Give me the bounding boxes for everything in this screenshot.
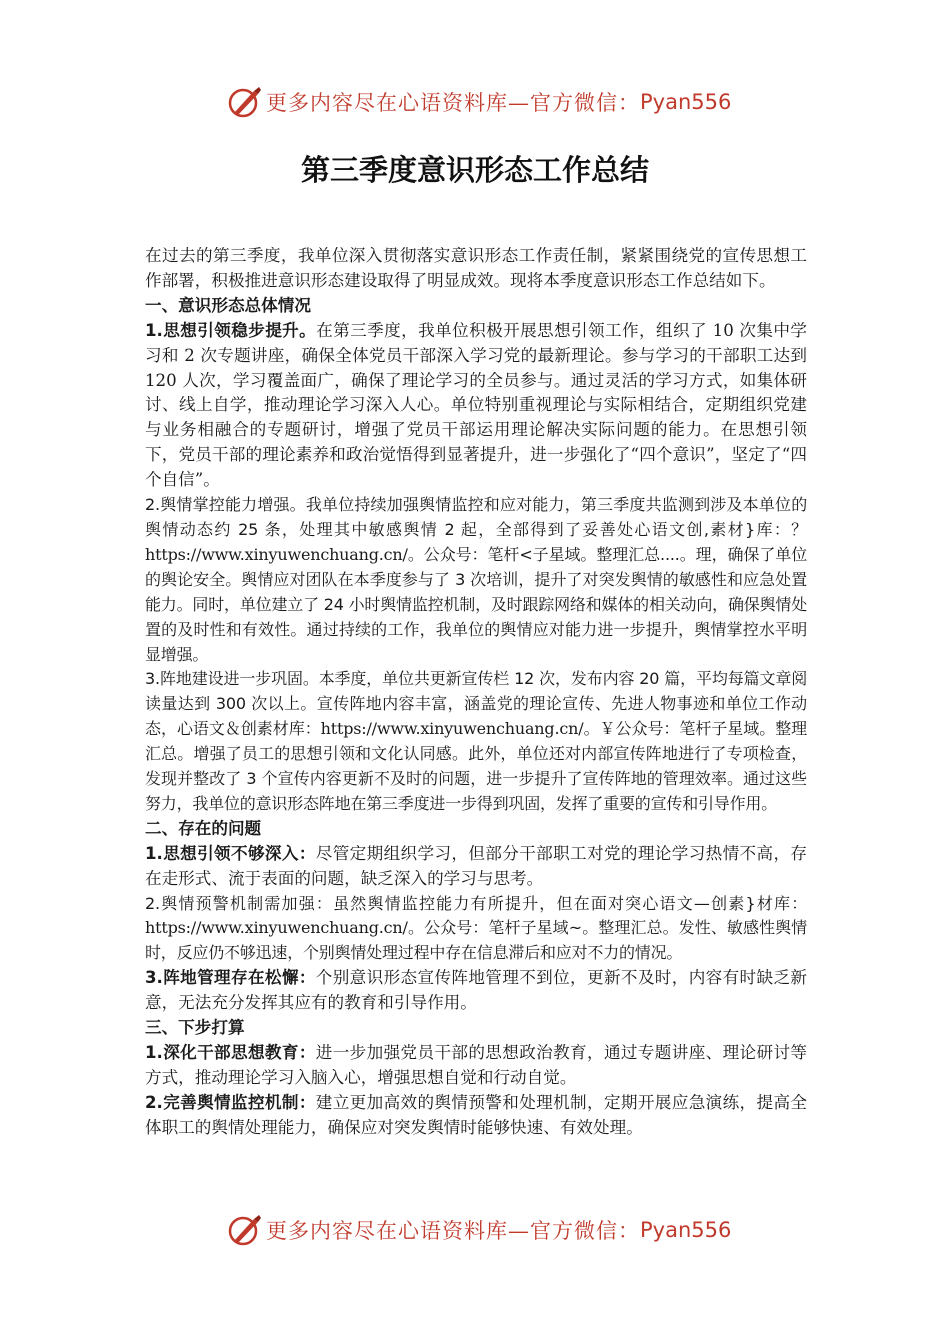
paragraph-text: 3.阵地建设进一步巩固。本季度，单位共更新宣传栏 12 次，发布内容 20 篇，平均每篇文章阅读量达到 300 次以上。宣传阵地内容丰富，涵盖党的理论宣传、先进人物事迹和单位工作动态，心语文＆创素材库：	[145, 669, 807, 739]
paragraph-text: 2.舆情掌控能力增强。我单位持续加强舆情监控和应对能力，第三季度共监测到涉及本单位的舆情动态约 25 条，处理其中敏感舆情 2 起，全部得到了妥善处心语文创,素材}库：？	[145, 495, 807, 539]
paragraph-text: 尽管定期组织学习，但部分干部职工对党的理论学习热情不高，存在走形式、流于表面的问题，缺乏深入的学习与思考。	[145, 843, 808, 888]
paragraph-lead: 1.思想引领不够深入：	[145, 843, 316, 863]
paragraph-text: 建立更加高效的舆情预警和处理机制，定期开展应急演练，提高全体职工的舆情处理能力，确保应对突发舆情时能够快速、有效处理。	[145, 1092, 808, 1137]
paragraph-text: 。￥公众号：笔杆子星域。整理汇总。增强了员工的思想引领和文化认同感。此外，单位还对内部宣传阵地进行了专项检查，发现并整改了 3 个宣传内容更新不及时的问题，进一步提升了宣传阵地的管理效率。通过这些努力，我单位的意识形态阵地在第三季度进一步得到巩固，发挥了重要的宣传和引导作用。	[145, 719, 807, 813]
paragraph-lead: 3.阵地管理存在松懈：	[145, 968, 316, 988]
banner-wechat-id: Pyan556	[640, 90, 732, 114]
paragraph-lead: 2.完善舆情监控机制：	[145, 1092, 316, 1112]
paragraph-problem-guidance	[145, 842, 807, 892]
footer-banner	[228, 1210, 748, 1250]
page-title: 第三季度意识形态工作总结	[300, 153, 649, 187]
paragraph-next-monitoring	[145, 1091, 807, 1141]
paragraph-text: 。公众号：笔杆子星域~。整理汇总。发性、敏感性舆情时，反应仍不够迅速，个别舆情处理过程中存在信息滞后和应对不力的情况。	[145, 918, 807, 963]
paragraph-lead: 1.深化干部思想教育：	[145, 1043, 316, 1062]
website-link[interactable]: https://www.xinyuwenchuang.cn/	[145, 544, 408, 564]
website-link[interactable]: https://www.xinyuwenchuang.cn/	[320, 719, 584, 739]
header-banner	[228, 82, 748, 122]
paragraph-public-opinion	[145, 493, 807, 667]
paragraph-next-education	[145, 1041, 807, 1091]
banner-text: 更多内容尽在心语资料库—官方微信：	[266, 91, 640, 115]
document-body	[145, 244, 807, 1141]
section-heading-problems: 二、存在的问题	[145, 818, 262, 838]
section-heading-next-steps: 三、下步打算	[145, 1018, 245, 1038]
paragraph-text: 进一步加强党员干部的思想政治教育，通过专题讲座、理论研讨等方式，推动理论学习入脑入心，增强思想自觉和行动自觉。	[145, 1043, 808, 1087]
website-link[interactable]: https://www.xinyuwenchuang.cn/	[145, 918, 408, 938]
paragraph-thought-guidance	[145, 319, 807, 493]
pen-logo-icon	[228, 1213, 262, 1247]
paragraph-text: 个别意识形态宣传阵地管理不到位，更新不及时，内容有时缺乏新意，无法充分发挥其应有的教育和引导作用。	[145, 968, 808, 1013]
banner-text: 更多内容尽在心语资料库—官方微信：	[266, 1219, 640, 1243]
paragraph-problem-warning	[145, 892, 807, 967]
paragraph-position-building	[145, 667, 807, 816]
paragraph-problem-management	[145, 966, 807, 1016]
section-heading-overview: 一、意识形态总体情况	[145, 295, 311, 315]
banner-wechat-id: Pyan556	[640, 1218, 732, 1242]
pen-logo-icon	[228, 85, 262, 119]
paragraph-lead: 1.思想引领稳步提升。	[145, 320, 317, 340]
paragraph-text: 。公众号：笔杆<子星域。整理汇总....。理，确保了单位的舆论安全。舆情应对团队在本季度参与了 3 次培训，提升了对突发舆情的敏感性和应急处置能力。同时，单位建立了 24 小时舆情监控机制，及时跟踪网络和媒体的相关动向，确保舆情处置的及时性和有效性。通过持续的工作，我单位的舆情应对能力进一步提升，舆情掌控水平明显增强。	[145, 544, 807, 664]
intro-paragraph: 在过去的第三季度，我单位深入贯彻落实意识形态工作责任制，紧紧围绕党的宣传思想工作部署，积极推进意识形态建设取得了明显成效。现将本季度意识形态工作总结如下。	[145, 246, 807, 290]
paragraph-text: 在第三季度，我单位积极开展思想引领工作，组织了 10 次集中学习和 2 次专题讲座，确保全体党员干部深入学习党的最新理论。参与学习的干部职工达到 120 人次，学习覆盖面广，确保了理论学习的全员参与。通过灵活的学习方式，如集体研讨、线上自学，推动理论学习深入人心。单位特别重视理论与实际相结合，定期组织党建与业务相融合的专题研讨，增强了党员干部运用理论解决实际问题的能力。在思想引领下，党员干部的理论素养和政治觉悟得到显著提升，进一步强化了“四个意识”，坚定了“四个自信”。	[145, 320, 807, 490]
paragraph-text: 2.舆情预警机制需加强：虽然舆情监控能力有所提升，但在面对突心语文—创素}材库：	[145, 893, 807, 913]
